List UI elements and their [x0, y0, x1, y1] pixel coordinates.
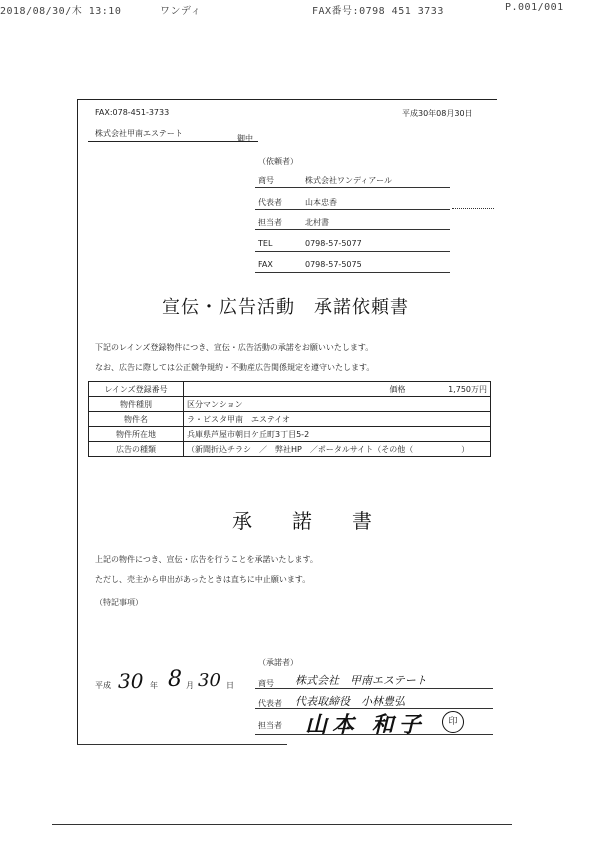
price-group — [390, 384, 487, 395]
requester-fax: 0798-57-5075 — [305, 260, 362, 269]
reins-price-cell — [184, 382, 491, 397]
sign-month-unit: 月 — [186, 681, 194, 690]
type-value: 区分マンション — [184, 397, 491, 412]
ad-type-label: 広告の種類 — [89, 442, 184, 457]
intro-line-2: なお、広告に際しては公正競争規約・不動産広告関係規定を遵守いたします。 — [95, 363, 375, 372]
approver-company-label: 商号 — [258, 679, 274, 688]
requester-rep: 山本忠香 — [305, 198, 337, 207]
seal-stamp-icon: 印 — [442, 711, 464, 733]
table-row — [89, 382, 491, 397]
requester-tel-label: TEL — [258, 239, 273, 248]
approval-line-1: 上記の物件につき、宣伝・広告を行うことを承諾いたします。 — [95, 555, 318, 564]
requester-company-label: 商号 — [258, 176, 274, 185]
approver-contact-underline — [255, 734, 493, 735]
approver-company-underline — [255, 688, 493, 689]
requester-tel: 0798-57-5077 — [305, 239, 362, 248]
sign-month: 8 — [168, 667, 182, 692]
table-row — [89, 412, 491, 427]
sign-era: 平成 — [95, 681, 111, 690]
footer-line — [52, 824, 512, 825]
frame-left-line — [77, 99, 78, 744]
sign-day-unit: 日 — [226, 681, 234, 690]
name-value: ラ・ビスタ甲南 エステイオ — [184, 412, 491, 427]
recipient-name: 株式会社甲南エステート — [95, 129, 183, 138]
requester-company-row — [255, 172, 450, 188]
frame-bottom-line — [77, 744, 287, 745]
doc-fax-line: FAX:078-451-3733 — [95, 108, 170, 117]
sign-day: 30 — [198, 670, 221, 691]
ad-type-value: （新聞折込チラシ ／ 弊社HP ／ポータルサイト（その他（ ） — [184, 442, 491, 457]
approval-title: 承 諾 書 — [232, 509, 372, 533]
approver-rep-label: 代表者 — [258, 699, 282, 708]
requester-heading: （依頼者） — [258, 157, 298, 166]
sign-year: 30 — [118, 669, 144, 693]
approver-rep: 代表取締役 小林豊弘 — [295, 695, 405, 708]
requester-contact-label: 担当者 — [258, 218, 282, 227]
table-row — [89, 397, 491, 412]
address-value: 兵庫県芦屋市朝日ケ丘町3丁目5-2 — [184, 427, 491, 442]
requester-rep-label: 代表者 — [258, 198, 282, 207]
notes-label: （特記事項） — [95, 598, 143, 607]
fax-timestamp: 2018/08/30/木 13:10 — [0, 6, 122, 17]
approver-heading: （承諾者） — [258, 658, 298, 667]
type-label: 物件種別 — [89, 397, 184, 412]
fax-sender-id: ワンディ — [160, 6, 202, 17]
rep-dotted-extension — [452, 208, 494, 209]
price-value: 1,750万円 — [448, 384, 487, 394]
requester-tel-row — [255, 236, 450, 252]
approver-contact: 山本 和子 — [305, 712, 426, 738]
address-label: 物件所在地 — [89, 427, 184, 442]
recipient-suffix: 御中 — [237, 134, 253, 143]
price-label: 価格 — [389, 384, 406, 394]
approval-line-2: ただし、売主から申出があったときは直ちに中止願います。 — [95, 575, 311, 584]
requester-fax-row — [255, 257, 450, 273]
requester-fax-label: FAX — [258, 260, 273, 269]
reins-label: レインズ登録番号 — [89, 382, 184, 397]
table-row — [89, 427, 491, 442]
requester-company: 株式会社ワンディアール — [305, 176, 392, 185]
table-row — [89, 442, 491, 457]
approver-contact-label: 担当者 — [258, 721, 282, 730]
fax-page: P.001/001 — [505, 2, 564, 13]
name-label: 物件名 — [89, 412, 184, 427]
doc-date: 平成30年08月30日 — [402, 109, 473, 118]
document-title: 宣伝・広告活動 承諾依頼書 — [162, 297, 409, 318]
sign-year-unit: 年 — [150, 681, 158, 690]
approver-company: 株式会社 甲南エステート — [295, 674, 427, 687]
property-table — [88, 381, 491, 457]
requester-contact-row — [255, 214, 450, 230]
recipient-underline — [88, 141, 258, 142]
fax-number: FAX番号:0798 451 3733 — [312, 6, 444, 17]
intro-line-1: 下記のレインズ登録物件につき、宣伝・広告活動の承諾をお願いいたします。 — [95, 343, 374, 352]
requester-rep-row — [255, 194, 450, 210]
frame-top-line — [77, 99, 497, 100]
requester-contact: 北村書 — [305, 218, 329, 227]
